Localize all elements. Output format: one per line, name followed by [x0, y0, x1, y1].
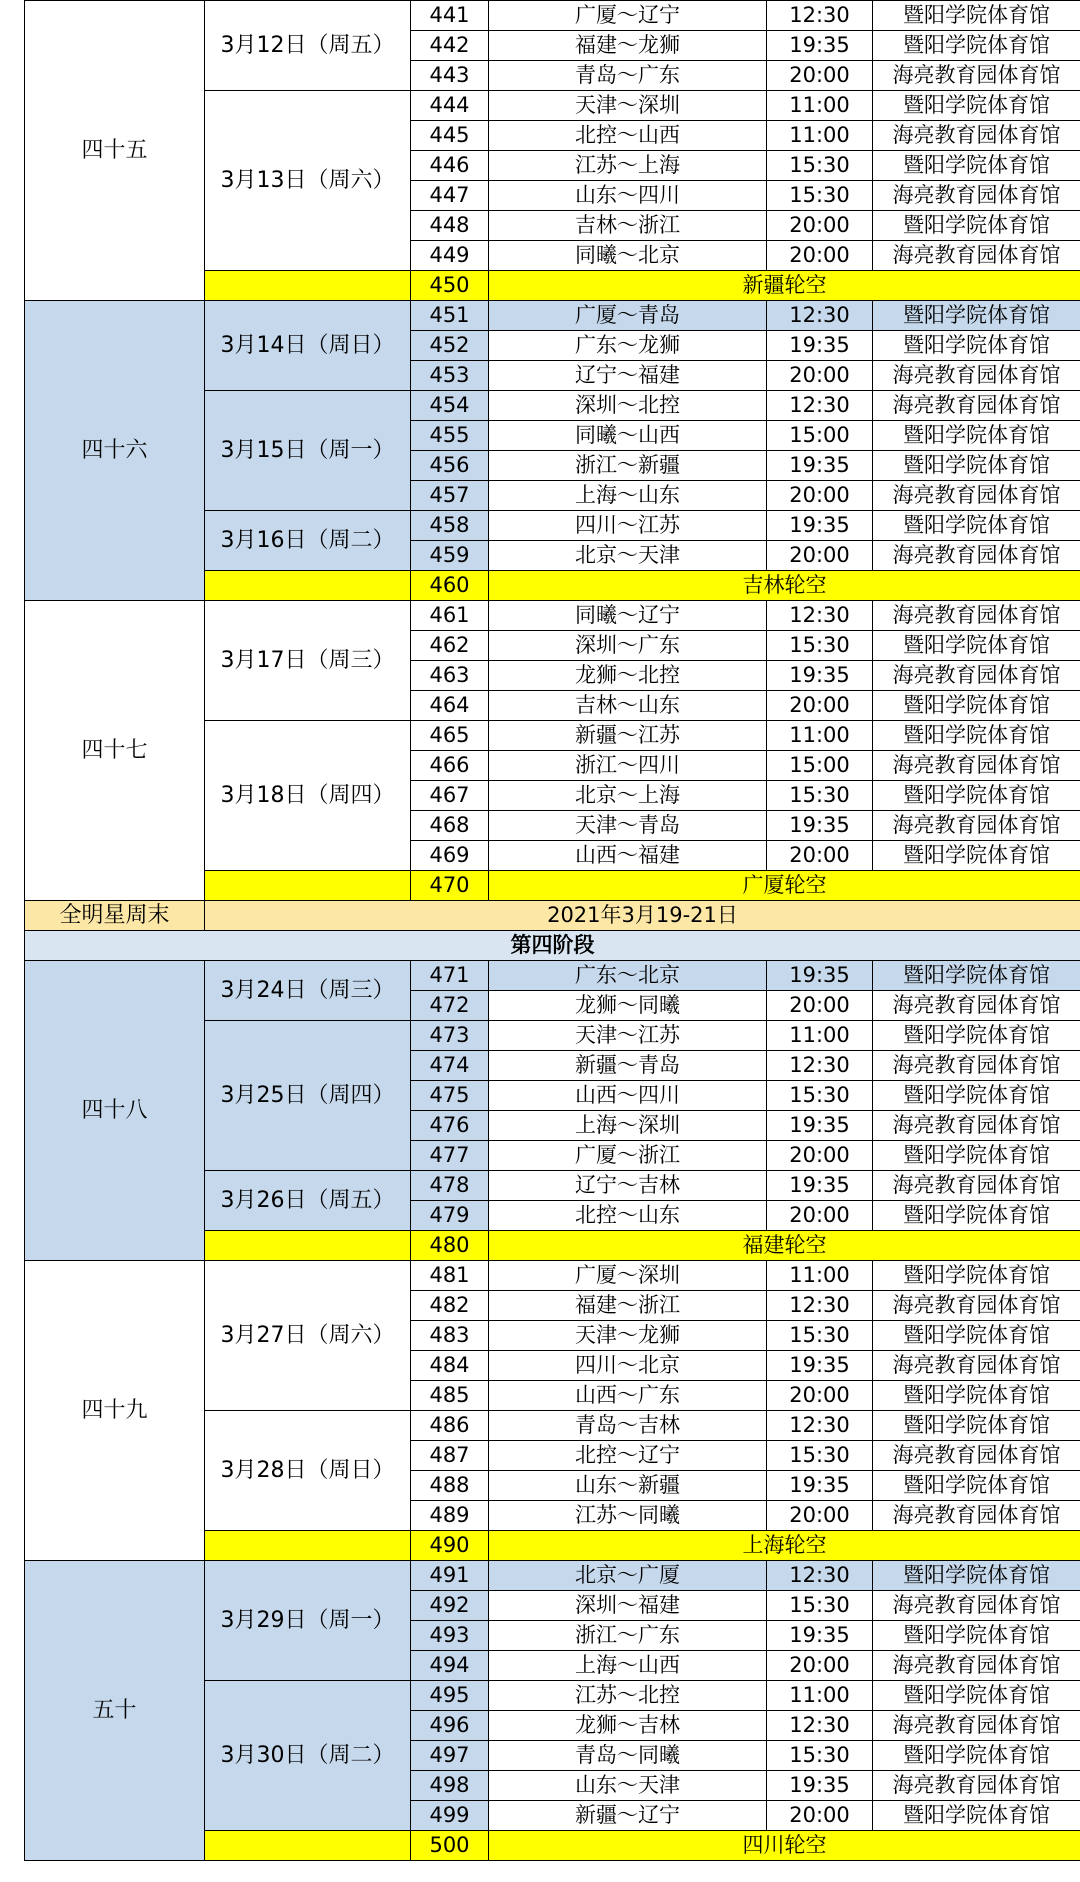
- game-number: 465: [411, 721, 489, 751]
- game-row: [25, 601, 1080, 631]
- venue: 海亮教育园体育馆: [873, 661, 1080, 691]
- game-number: 482: [411, 1291, 489, 1321]
- venue: 海亮教育园体育馆: [873, 61, 1080, 91]
- game-number: 487: [411, 1441, 489, 1471]
- date-label: 3月25日（周四）: [205, 1021, 411, 1171]
- matchup: 青岛～吉林: [489, 1411, 767, 1441]
- matchup: 山西～福建: [489, 841, 767, 871]
- venue: 海亮教育园体育馆: [873, 481, 1080, 511]
- matchup: 天津～青岛: [489, 811, 767, 841]
- bye-game-number: 470: [411, 871, 489, 901]
- game-time: 19:35: [767, 1621, 873, 1651]
- matchup: 山西～四川: [489, 1081, 767, 1111]
- game-time: 20:00: [767, 61, 873, 91]
- game-number: 458: [411, 511, 489, 541]
- game-number: 471: [411, 961, 489, 991]
- venue: 海亮教育园体育馆: [873, 991, 1080, 1021]
- date-label: 3月16日（周二）: [205, 511, 411, 571]
- game-number: 445: [411, 121, 489, 151]
- bye-team: 吉林轮空: [489, 571, 1080, 601]
- venue: 暨阳学院体育馆: [873, 511, 1080, 541]
- matchup: 广厦～青岛: [489, 301, 767, 331]
- game-number: 456: [411, 451, 489, 481]
- game-number: 462: [411, 631, 489, 661]
- round-label: 四十六: [25, 301, 205, 601]
- game-time: 19:35: [767, 1471, 873, 1501]
- venue: 暨阳学院体育馆: [873, 1141, 1080, 1171]
- game-time: 15:30: [767, 181, 873, 211]
- matchup: 江苏～北控: [489, 1681, 767, 1711]
- venue: 暨阳学院体育馆: [873, 1801, 1080, 1831]
- venue: 暨阳学院体育馆: [873, 961, 1080, 991]
- game-time: 15:30: [767, 1081, 873, 1111]
- venue: 海亮教育园体育馆: [873, 1351, 1080, 1381]
- game-time: 12:30: [767, 1051, 873, 1081]
- venue: 暨阳学院体育馆: [873, 1, 1080, 31]
- matchup: 深圳～福建: [489, 1591, 767, 1621]
- all-star-dates: 2021年3月19-21日: [205, 901, 1080, 931]
- game-number: 446: [411, 151, 489, 181]
- game-number: 479: [411, 1201, 489, 1231]
- venue: 暨阳学院体育馆: [873, 631, 1080, 661]
- bye-team: 新疆轮空: [489, 271, 1080, 301]
- venue: 海亮教育园体育馆: [873, 1711, 1080, 1741]
- game-time: 15:30: [767, 631, 873, 661]
- venue: 暨阳学院体育馆: [873, 1261, 1080, 1291]
- matchup: 江苏～同曦: [489, 1501, 767, 1531]
- matchup: 福建～龙狮: [489, 31, 767, 61]
- game-number: 453: [411, 361, 489, 391]
- game-time: 20:00: [767, 1381, 873, 1411]
- game-number: 442: [411, 31, 489, 61]
- game-time: 15:30: [767, 1321, 873, 1351]
- matchup: 广东～龙狮: [489, 331, 767, 361]
- matchup: 北京～上海: [489, 781, 767, 811]
- game-time: 15:30: [767, 781, 873, 811]
- game-time: 20:00: [767, 1141, 873, 1171]
- bye-spacer: [205, 871, 411, 901]
- bye-spacer: [205, 271, 411, 301]
- venue: 暨阳学院体育馆: [873, 1381, 1080, 1411]
- bye-game-number: 450: [411, 271, 489, 301]
- matchup: 龙狮～吉林: [489, 1711, 767, 1741]
- matchup: 龙狮～同曦: [489, 991, 767, 1021]
- phase-title: 第四阶段: [25, 931, 1080, 961]
- game-time: 19:35: [767, 31, 873, 61]
- matchup: 广厦～浙江: [489, 1141, 767, 1171]
- game-time: 15:30: [767, 151, 873, 181]
- venue: 暨阳学院体育馆: [873, 1021, 1080, 1051]
- matchup: 江苏～上海: [489, 151, 767, 181]
- venue: 海亮教育园体育馆: [873, 1171, 1080, 1201]
- game-number: 498: [411, 1771, 489, 1801]
- game-number: 459: [411, 541, 489, 571]
- game-number: 496: [411, 1711, 489, 1741]
- matchup: 新疆～辽宁: [489, 1801, 767, 1831]
- game-number: 473: [411, 1021, 489, 1051]
- bye-team: 广厦轮空: [489, 871, 1080, 901]
- matchup: 青岛～广东: [489, 61, 767, 91]
- game-row: [25, 1, 1080, 31]
- phase-row: [25, 931, 1080, 961]
- matchup: 新疆～青岛: [489, 1051, 767, 1081]
- game-number: 469: [411, 841, 489, 871]
- matchup: 深圳～北控: [489, 391, 767, 421]
- matchup: 四川～江苏: [489, 511, 767, 541]
- game-number: 481: [411, 1261, 489, 1291]
- game-time: 19:35: [767, 961, 873, 991]
- game-number: 491: [411, 1561, 489, 1591]
- game-number: 463: [411, 661, 489, 691]
- game-time: 19:35: [767, 661, 873, 691]
- game-time: 20:00: [767, 361, 873, 391]
- bye-team: 福建轮空: [489, 1231, 1080, 1261]
- game-number: 455: [411, 421, 489, 451]
- game-number: 468: [411, 811, 489, 841]
- bye-game-number: 460: [411, 571, 489, 601]
- game-number: 474: [411, 1051, 489, 1081]
- all-star-label: 全明星周末: [25, 901, 205, 931]
- venue: 暨阳学院体育馆: [873, 91, 1080, 121]
- game-time: 12:30: [767, 301, 873, 331]
- game-time: 12:30: [767, 1711, 873, 1741]
- game-time: 20:00: [767, 841, 873, 871]
- venue: 海亮教育园体育馆: [873, 1591, 1080, 1621]
- game-number: 475: [411, 1081, 489, 1111]
- bye-spacer: [205, 1831, 411, 1861]
- game-number: 488: [411, 1471, 489, 1501]
- matchup: 辽宁～吉林: [489, 1171, 767, 1201]
- venue: 海亮教育园体育馆: [873, 751, 1080, 781]
- game-number: 454: [411, 391, 489, 421]
- game-row: [25, 961, 1080, 991]
- matchup: 山西～广东: [489, 1381, 767, 1411]
- matchup: 辽宁～福建: [489, 361, 767, 391]
- game-time: 11:00: [767, 91, 873, 121]
- game-time: 20:00: [767, 541, 873, 571]
- date-label: 3月24日（周三）: [205, 961, 411, 1021]
- bye-game-number: 500: [411, 1831, 489, 1861]
- game-number: 494: [411, 1651, 489, 1681]
- venue: 暨阳学院体育馆: [873, 331, 1080, 361]
- matchup: 上海～山西: [489, 1651, 767, 1681]
- game-time: 15:00: [767, 751, 873, 781]
- venue: 海亮教育园体育馆: [873, 361, 1080, 391]
- venue: 暨阳学院体育馆: [873, 1321, 1080, 1351]
- game-time: 19:35: [767, 811, 873, 841]
- venue: 海亮教育园体育馆: [873, 1291, 1080, 1321]
- game-number: 499: [411, 1801, 489, 1831]
- game-number: 497: [411, 1741, 489, 1771]
- date-label: 3月28日（周日）: [205, 1411, 411, 1531]
- date-label: 3月14日（周日）: [205, 301, 411, 391]
- game-time: 20:00: [767, 241, 873, 271]
- matchup: 上海～深圳: [489, 1111, 767, 1141]
- matchup: 同曦～山西: [489, 421, 767, 451]
- game-time: 11:00: [767, 1681, 873, 1711]
- date-label: 3月27日（周六）: [205, 1261, 411, 1411]
- matchup: 吉林～山东: [489, 691, 767, 721]
- venue: 暨阳学院体育馆: [873, 1741, 1080, 1771]
- matchup: 福建～浙江: [489, 1291, 767, 1321]
- venue: 海亮教育园体育馆: [873, 391, 1080, 421]
- venue: 暨阳学院体育馆: [873, 1081, 1080, 1111]
- game-number: 476: [411, 1111, 489, 1141]
- bye-team: 上海轮空: [489, 1531, 1080, 1561]
- game-number: 483: [411, 1321, 489, 1351]
- venue: 海亮教育园体育馆: [873, 181, 1080, 211]
- matchup: 北控～辽宁: [489, 1441, 767, 1471]
- game-number: 444: [411, 91, 489, 121]
- bye-spacer: [205, 1531, 411, 1561]
- game-row: [25, 1561, 1080, 1591]
- game-time: 19:35: [767, 331, 873, 361]
- game-number: 493: [411, 1621, 489, 1651]
- venue: 海亮教育园体育馆: [873, 1651, 1080, 1681]
- game-time: 12:30: [767, 1291, 873, 1321]
- venue: 暨阳学院体育馆: [873, 421, 1080, 451]
- game-time: 19:35: [767, 1111, 873, 1141]
- game-time: 20:00: [767, 691, 873, 721]
- venue: 暨阳学院体育馆: [873, 1621, 1080, 1651]
- venue: 海亮教育园体育馆: [873, 241, 1080, 271]
- matchup: 天津～深圳: [489, 91, 767, 121]
- venue: 暨阳学院体育馆: [873, 151, 1080, 181]
- venue: 海亮教育园体育馆: [873, 811, 1080, 841]
- game-number: 457: [411, 481, 489, 511]
- game-number: 486: [411, 1411, 489, 1441]
- game-number: 441: [411, 1, 489, 31]
- bye-team: 四川轮空: [489, 1831, 1080, 1861]
- game-time: 15:00: [767, 421, 873, 451]
- matchup: 北京～天津: [489, 541, 767, 571]
- venue: 暨阳学院体育馆: [873, 1201, 1080, 1231]
- game-time: 12:30: [767, 1561, 873, 1591]
- matchup: 龙狮～北控: [489, 661, 767, 691]
- venue: 海亮教育园体育馆: [873, 541, 1080, 571]
- game-time: 19:35: [767, 1771, 873, 1801]
- schedule-table: [24, 0, 1080, 1861]
- date-label: 3月30日（周二）: [205, 1681, 411, 1831]
- matchup: 天津～龙狮: [489, 1321, 767, 1351]
- game-number: 485: [411, 1381, 489, 1411]
- venue: 暨阳学院体育馆: [873, 451, 1080, 481]
- round-label: 四十七: [25, 601, 205, 901]
- bye-game-number: 490: [411, 1531, 489, 1561]
- matchup: 北控～山东: [489, 1201, 767, 1231]
- venue: 海亮教育园体育馆: [873, 1111, 1080, 1141]
- game-number: 477: [411, 1141, 489, 1171]
- venue: 暨阳学院体育馆: [873, 781, 1080, 811]
- matchup: 四川～北京: [489, 1351, 767, 1381]
- venue: 暨阳学院体育馆: [873, 1681, 1080, 1711]
- game-time: 19:35: [767, 451, 873, 481]
- date-label: 3月29日（周一）: [205, 1561, 411, 1681]
- game-time: 11:00: [767, 1261, 873, 1291]
- game-number: 443: [411, 61, 489, 91]
- game-time: 20:00: [767, 211, 873, 241]
- game-time: 19:35: [767, 1351, 873, 1381]
- date-label: 3月13日（周六）: [205, 91, 411, 271]
- venue: 暨阳学院体育馆: [873, 721, 1080, 751]
- venue: 暨阳学院体育馆: [873, 1471, 1080, 1501]
- matchup: 吉林～浙江: [489, 211, 767, 241]
- venue: 海亮教育园体育馆: [873, 1441, 1080, 1471]
- game-time: 20:00: [767, 991, 873, 1021]
- matchup: 山东～四川: [489, 181, 767, 211]
- date-label: 3月17日（周三）: [205, 601, 411, 721]
- game-number: 448: [411, 211, 489, 241]
- venue: 海亮教育园体育馆: [873, 601, 1080, 631]
- round-label: 四十五: [25, 1, 205, 301]
- game-number: 466: [411, 751, 489, 781]
- game-time: 20:00: [767, 1201, 873, 1231]
- venue: 暨阳学院体育馆: [873, 1411, 1080, 1441]
- date-label: 3月18日（周四）: [205, 721, 411, 871]
- matchup: 北京～广厦: [489, 1561, 767, 1591]
- venue: 暨阳学院体育馆: [873, 691, 1080, 721]
- date-label: 3月26日（周五）: [205, 1171, 411, 1231]
- matchup: 天津～江苏: [489, 1021, 767, 1051]
- venue: 暨阳学院体育馆: [873, 841, 1080, 871]
- round-label: 五十: [25, 1561, 205, 1861]
- matchup: 北控～山西: [489, 121, 767, 151]
- game-time: 11:00: [767, 121, 873, 151]
- game-number: 478: [411, 1171, 489, 1201]
- game-number: 464: [411, 691, 489, 721]
- matchup: 广东～北京: [489, 961, 767, 991]
- venue: 暨阳学院体育馆: [873, 211, 1080, 241]
- venue: 海亮教育园体育馆: [873, 1501, 1080, 1531]
- matchup: 浙江～广东: [489, 1621, 767, 1651]
- game-row: [25, 1261, 1080, 1291]
- game-number: 461: [411, 601, 489, 631]
- venue: 暨阳学院体育馆: [873, 31, 1080, 61]
- date-label: 3月15日（周一）: [205, 391, 411, 511]
- game-time: 19:35: [767, 1171, 873, 1201]
- game-row: [25, 301, 1080, 331]
- venue: 暨阳学院体育馆: [873, 1561, 1080, 1591]
- bye-spacer: [205, 1231, 411, 1261]
- game-number: 451: [411, 301, 489, 331]
- matchup: 上海～山东: [489, 481, 767, 511]
- game-time: 11:00: [767, 1021, 873, 1051]
- game-number: 489: [411, 1501, 489, 1531]
- game-number: 447: [411, 181, 489, 211]
- game-time: 15:30: [767, 1591, 873, 1621]
- game-number: 467: [411, 781, 489, 811]
- game-time: 15:30: [767, 1441, 873, 1471]
- matchup: 浙江～四川: [489, 751, 767, 781]
- game-number: 472: [411, 991, 489, 1021]
- matchup: 广厦～辽宁: [489, 1, 767, 31]
- all-star-row: [25, 901, 1080, 931]
- round-label: 四十九: [25, 1261, 205, 1561]
- game-time: 20:00: [767, 1501, 873, 1531]
- matchup: 青岛～同曦: [489, 1741, 767, 1771]
- venue: 海亮教育园体育馆: [873, 121, 1080, 151]
- matchup: 同曦～北京: [489, 241, 767, 271]
- game-number: 495: [411, 1681, 489, 1711]
- game-time: 19:35: [767, 511, 873, 541]
- game-time: 12:30: [767, 391, 873, 421]
- bye-spacer: [205, 571, 411, 601]
- venue: 海亮教育园体育馆: [873, 1771, 1080, 1801]
- matchup: 山东～新疆: [489, 1471, 767, 1501]
- game-time: 11:00: [767, 721, 873, 751]
- matchup: 新疆～江苏: [489, 721, 767, 751]
- game-number: 449: [411, 241, 489, 271]
- game-time: 20:00: [767, 1801, 873, 1831]
- venue: 海亮教育园体育馆: [873, 1051, 1080, 1081]
- matchup: 同曦～辽宁: [489, 601, 767, 631]
- venue: 暨阳学院体育馆: [873, 301, 1080, 331]
- matchup: 山东～天津: [489, 1771, 767, 1801]
- date-label: 3月12日（周五）: [205, 1, 411, 91]
- game-time: 15:30: [767, 1741, 873, 1771]
- matchup: 广厦～深圳: [489, 1261, 767, 1291]
- round-label: 四十八: [25, 961, 205, 1261]
- game-time: 20:00: [767, 1651, 873, 1681]
- game-time: 12:30: [767, 1, 873, 31]
- game-number: 492: [411, 1591, 489, 1621]
- game-time: 12:30: [767, 601, 873, 631]
- matchup: 深圳～广东: [489, 631, 767, 661]
- matchup: 浙江～新疆: [489, 451, 767, 481]
- game-time: 12:30: [767, 1411, 873, 1441]
- game-number: 452: [411, 331, 489, 361]
- game-number: 484: [411, 1351, 489, 1381]
- bye-game-number: 480: [411, 1231, 489, 1261]
- game-time: 20:00: [767, 481, 873, 511]
